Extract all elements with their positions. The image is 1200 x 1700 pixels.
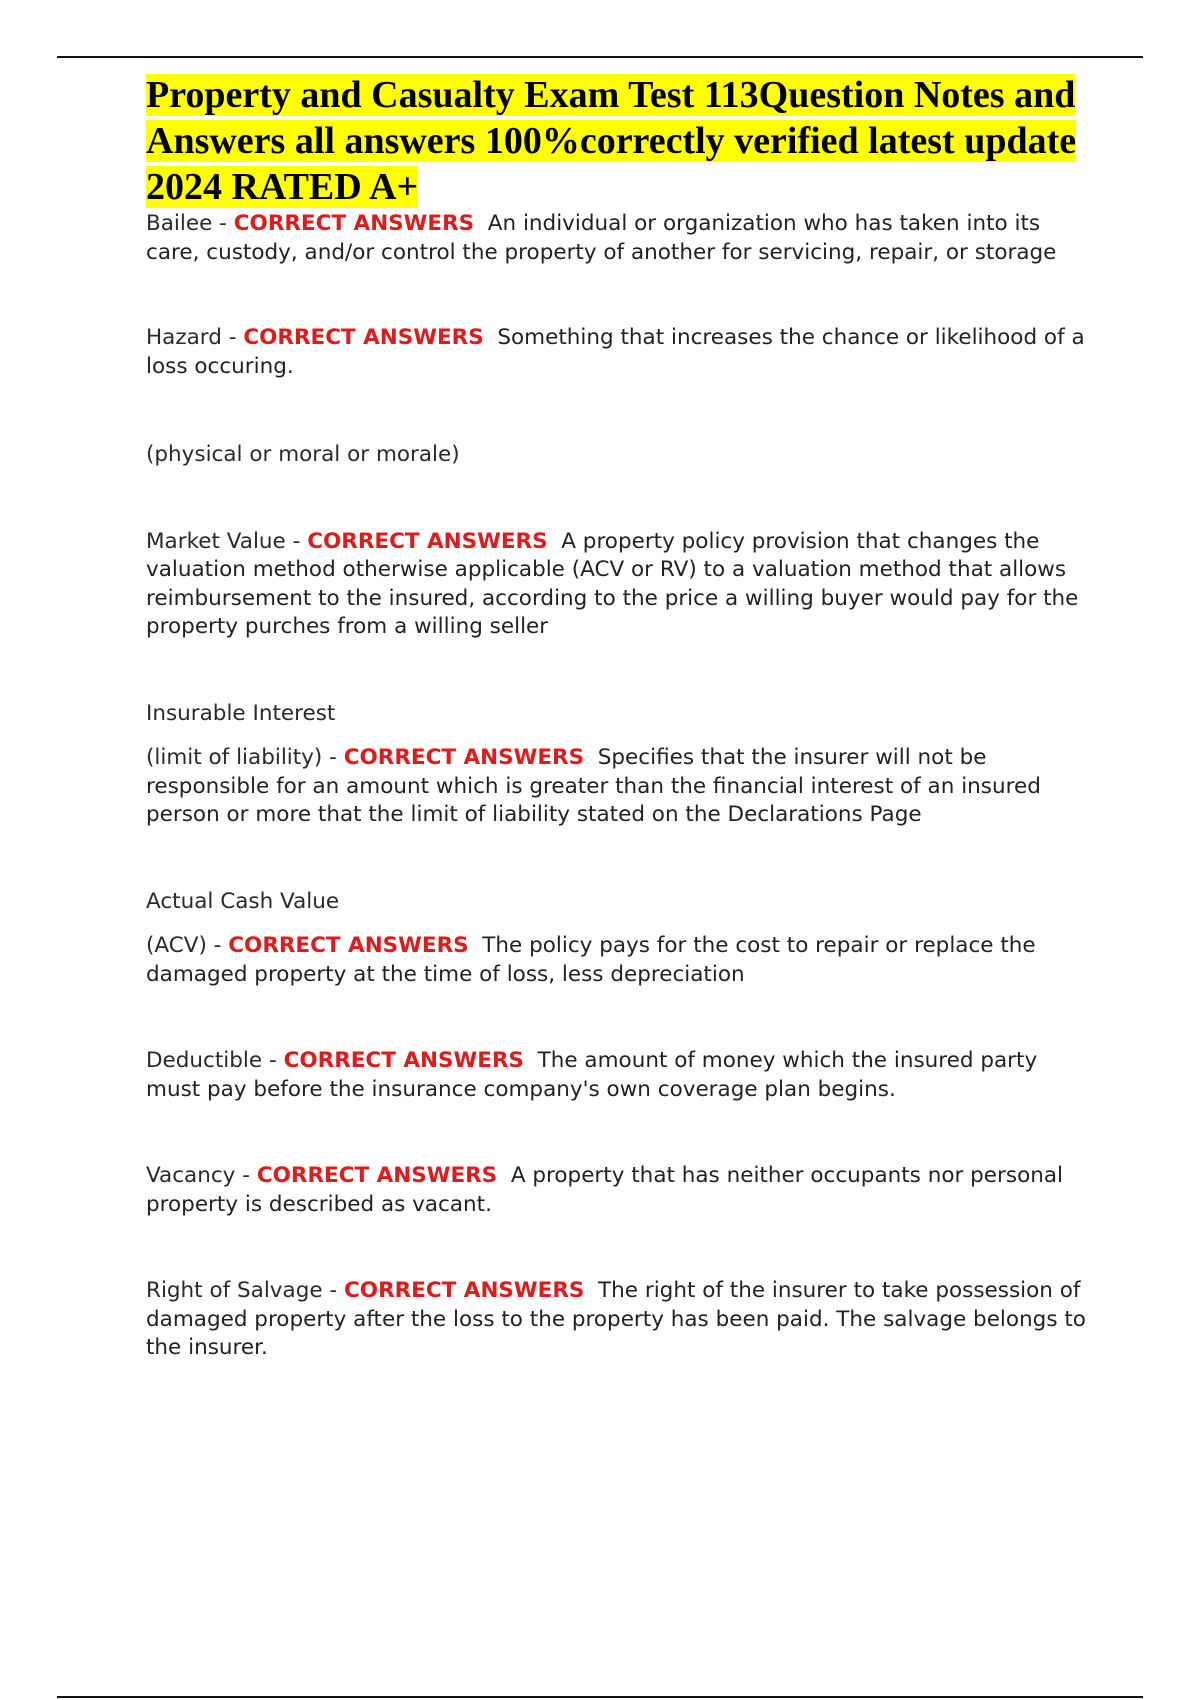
correct-answers-badge: CORRECT ANSWERS — [256, 1163, 498, 1188]
entry-term: Bailee — [146, 211, 213, 236]
correct-answers-badge: CORRECT ANSWERS — [243, 325, 484, 350]
entry-separator: - — [322, 1278, 345, 1303]
entry-separator: - — [322, 745, 344, 770]
entry-separator: - — [212, 211, 234, 236]
term-heading-actual-cash-value: Actual Cash Value — [146, 888, 340, 914]
entry-definition: The amount of money which the insured party must pay before the insurance company's own coverage plan begins. — [146, 1048, 1038, 1102]
entry-term: (limit of liability) — [146, 745, 323, 770]
entry-definition: An individual or organization who has taken into its care, custody, and/or control the property of another for servicing, repair, or storage — [146, 211, 1057, 265]
qa-entry-right-of-salvage — [146, 1277, 1086, 1363]
entry-separator: - — [235, 1163, 257, 1188]
document-title-text: Property and Casualty Exam Test 113Question Notes and Answers all answers 100%correctly verified latest update 2024 RATED A+ — [146, 74, 1077, 208]
entry-term: (ACV) — [146, 933, 207, 958]
entry-definition: A property policy provision that changes the valuation method otherwise applicable (ACV or RV) to a valuation method that allows reimbursement to the insured, according to the price a willing buyer would pay for the property purches from a willing seller — [146, 528, 1079, 639]
qa-entry-hazard — [146, 324, 1086, 381]
entry-term: Hazard — [146, 325, 222, 350]
entry-separator: - — [221, 325, 244, 350]
qa-entry-market-value — [146, 528, 1086, 642]
correct-answers-badge: CORRECT ANSWERS — [233, 211, 475, 236]
entry-separator: - — [262, 1048, 284, 1073]
entry-definition: Something that increases the chance or likelihood of a loss occuring. — [146, 325, 1085, 379]
entry-definition: The policy pays for the cost to repair or replace the damaged property at the time of loss, less depreciation — [146, 933, 1036, 987]
top-divider — [57, 56, 1143, 58]
qa-entry-insurable-interest — [146, 744, 1086, 830]
bottom-divider — [57, 1696, 1143, 1698]
correct-answers-badge: CORRECT ANSWERS — [228, 933, 469, 958]
qa-entry-vacancy — [146, 1162, 1086, 1219]
entry-separator: - — [206, 933, 229, 958]
correct-answers-badge: CORRECT ANSWERS — [343, 745, 585, 770]
correct-answers-badge: CORRECT ANSWERS — [307, 528, 548, 554]
entry-term: Deductible — [146, 1048, 263, 1073]
entry-definition: Specifies that the insurer will not be responsible for an amount which is greater than the financial interest of an insured person or more that the limit of liability stated on the Declarations Page — [146, 745, 1041, 827]
hazard-types-note: (physical or moral or morale) — [146, 442, 460, 467]
entry-separator: - — [285, 528, 308, 554]
qa-entry-actual-cash-value — [146, 932, 1086, 989]
entry-term: Right of Salvage — [146, 1278, 323, 1303]
term-heading-insurable-interest: Insurable Interest — [146, 700, 336, 726]
entry-term: Vacancy — [146, 1163, 236, 1188]
entry-term: Market Value — [146, 528, 286, 554]
correct-answers-badge: CORRECT ANSWERS — [283, 1048, 524, 1073]
entry-definition: The right of the insurer to take possession of damaged property after the loss to the property has been paid. The salvage belongs to the insurer. — [146, 1278, 1086, 1360]
correct-answers-badge: CORRECT ANSWERS — [344, 1278, 585, 1303]
qa-entry-bailee — [146, 210, 1086, 267]
entry-definition: A property that has neither occupants nor personal property is described as vacant. — [146, 1163, 1064, 1217]
document-title — [146, 72, 1086, 210]
qa-entry-deductible — [146, 1047, 1086, 1104]
document-page — [146, 72, 1086, 1363]
